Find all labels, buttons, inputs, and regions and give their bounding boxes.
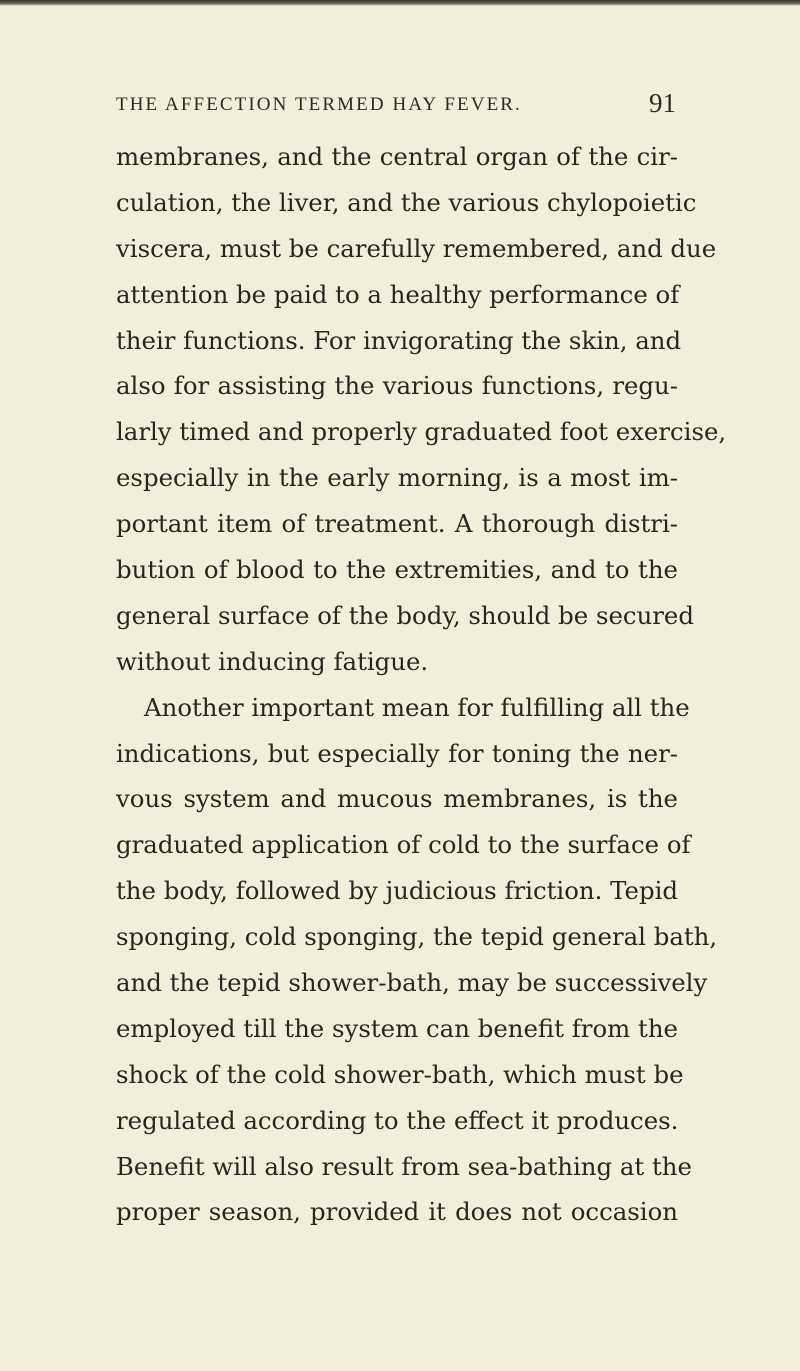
text-line: viscera, must be carefully remembered, and due xyxy=(116,233,717,263)
running-head xyxy=(116,90,676,120)
text-line: employed till the system can benefit from the xyxy=(116,1013,678,1043)
text-line: especially in the early morning, is a most im- xyxy=(116,463,678,493)
text-line: Another important mean for fulfilling all the xyxy=(144,692,690,722)
text-line: shock of the cold shower-bath, which must be xyxy=(116,1059,684,1089)
text-line: larly timed and properly graduated foot exercise, xyxy=(116,417,727,447)
text-line: attention be paid to a healthy performance of xyxy=(116,279,680,309)
text-line: regulated according to the effect it produces. xyxy=(116,1105,679,1135)
running-title: THE AFFECTION TERMED HAY FEVER. xyxy=(116,94,522,115)
text-line: culation, the liver, and the various chylopoietic xyxy=(116,187,697,217)
page-top-edge xyxy=(0,0,800,6)
text-line: indications, but especially for toning the ner- xyxy=(116,738,678,768)
text-line: membranes, and the central organ of the cir- xyxy=(116,142,678,171)
text-line: Benefit will also result from sea-bathing at the xyxy=(116,1151,692,1181)
text-line: bution of blood to the extremities, and to the xyxy=(116,555,678,585)
text-line: their functions. For invigorating the skin, and xyxy=(116,325,682,355)
text-line: sponging, cold sponging, the tepid general bath, xyxy=(116,922,718,952)
text-line: graduated application of cold to the surface of xyxy=(116,830,691,860)
text-line: vous system and mucous membranes, is the xyxy=(116,784,678,814)
text-line: the body, followed by judicious friction. Tepid xyxy=(116,876,678,906)
text-line: without inducing fatigue. xyxy=(116,646,429,676)
text-line: also for assisting the various functions, regu- xyxy=(116,371,678,401)
text-line: general surface of the body, should be secured xyxy=(116,600,694,630)
text-line: and the tepid shower-bath, may be successively xyxy=(116,968,708,998)
text-line: proper season, provided it does not occasion xyxy=(116,1197,678,1227)
text-line: portant item of treatment. A thorough distri- xyxy=(116,509,678,539)
body-text xyxy=(116,134,727,1235)
page-number: 91 xyxy=(649,88,676,118)
